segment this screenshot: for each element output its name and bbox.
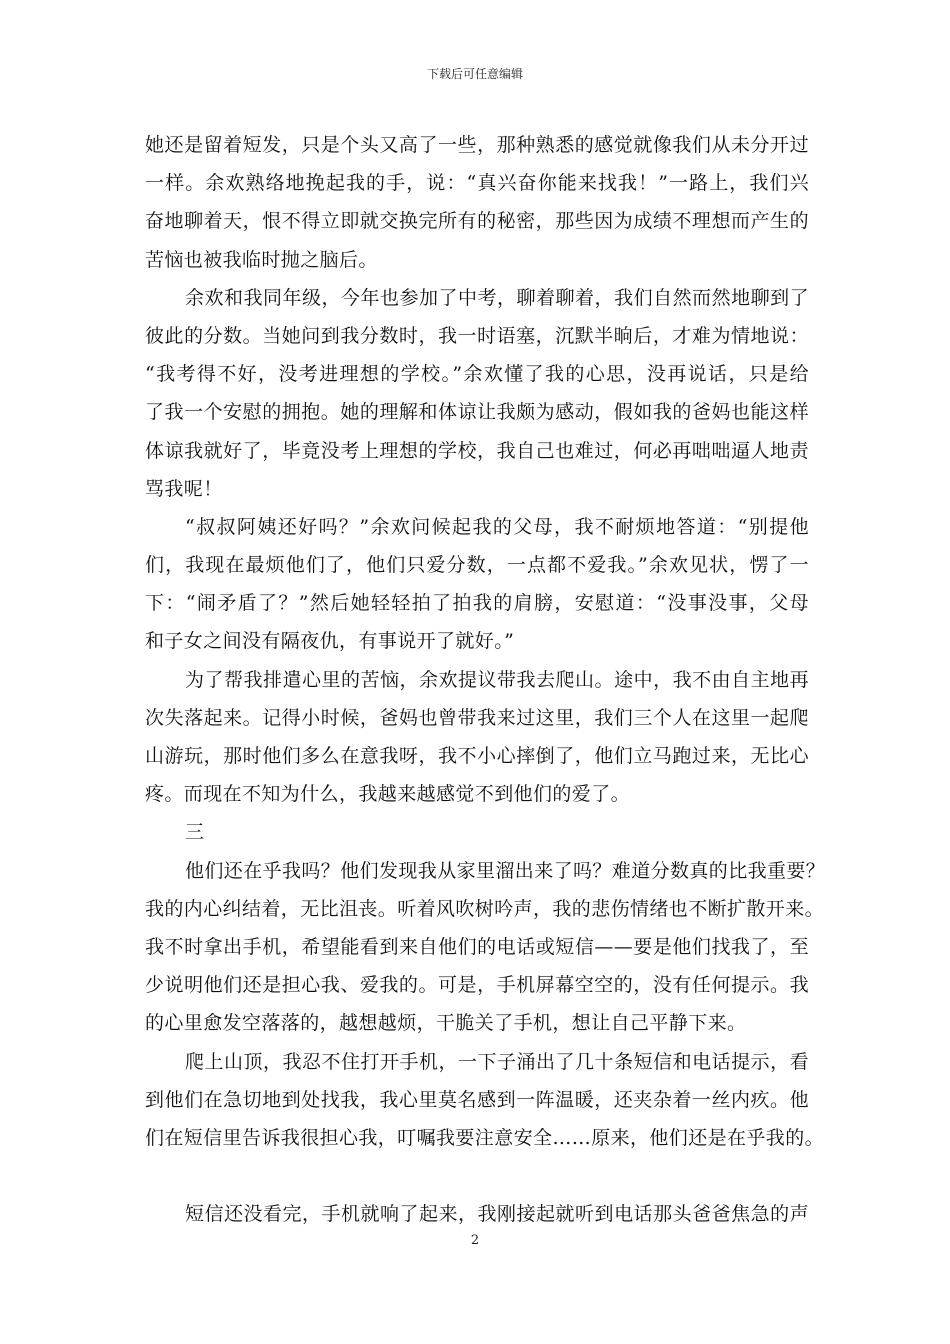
text-line: 们，我现在最烦他们了，他们只爱分数，一点都不爱我。”余欢见状，愣了一 (145, 554, 809, 577)
text-line: 下：“闹矛盾了？”然后她轻轻拍了拍我的肩膀，安慰道：“没事没事，父母 (145, 592, 809, 615)
text-line: 她还是留着短发，只是个头又高了一些，那种熟悉的感觉就像我们从未分开过 (145, 134, 809, 156)
text-line: 体谅我就好了，毕竟没考上理想的学校，我自己也难过，何必再咄咄逼人地责 (145, 439, 809, 462)
text-line: 余欢和我同年级，今年也参加了中考，聊着聊着，我们自然而然地聊到了 (185, 286, 809, 309)
text-line: 苦恼也被我临时抛之脑后。 (145, 248, 378, 271)
text-line: 骂我呢！ (145, 477, 223, 500)
text-line: 和子女之间没有隔夜仇，有事说开了就好。” (145, 630, 515, 653)
text-line: 为了帮我排遣心里的苦恼，余欢提议带我去爬山。途中，我不由自主地再 (185, 668, 809, 691)
text-line: 我的内心纠结着，无比沮丧。听着风吹树吟声，我的悲伤情绪也不断扩散开来。 (145, 897, 825, 920)
section-heading: 三 (185, 821, 205, 844)
text-line: 我不时拿出手机，希望能看到来自他们的电话或短信——要是他们找我了，至 (145, 935, 809, 958)
text-line: “叔叔阿姨还好吗？”余欢问候起我的父母，我不耐烦地答道：“别提他 (185, 515, 809, 538)
document-body (145, 126, 826, 1233)
text-line: 爬上山顶，我忍不住打开手机，一下子涌出了几十条短信和电话提示，看 (185, 1050, 809, 1073)
text-line: 了我一个安慰的拥抱。她的理解和体谅让我颇为感动，假如我的爸妈也能这样 (145, 401, 809, 424)
text-line: 的心里愈发空落落的，越想越烦，干脆关了手机，想让自己平静下来。 (145, 1012, 747, 1035)
text-line: “我考得不好，没考进理想的学校。”余欢懂了我的心思，没再说话，只是给 (145, 363, 809, 386)
text-line: 到他们在急切地到处找我，我心里莫名感到一阵温暖，还夹杂着一丝内疚。他 (145, 1088, 809, 1111)
text-line: 们在短信里告诉我很担心我，叮嘱我要注意安全……原来，他们还是在乎我的。 (145, 1126, 825, 1149)
text-line: 他们还在乎我吗？他们发现我从家里溜出来了吗？难道分数真的比我重要？ (185, 859, 826, 882)
text-line: 次失落起来。记得小时候，爸妈也曾带我来过这里，我们三个人在这里一起爬 (145, 706, 809, 729)
text-line: 山游玩，那时他们多么在意我呀，我不小心摔倒了，他们立马跑过来，无比心 (145, 745, 809, 767)
text-line: 奋地聊着天，恨不得立即就交换完所有的秘密，那些因为成绩不理想而产生的 (145, 210, 809, 233)
text-line: 疼。而现在不知为什么，我越来越感觉不到他们的爱了。 (145, 783, 631, 806)
text-line: 短信还没看完，手机就响了起来，我刚接起就听到电话那头爸爸焦急的声 (185, 1203, 809, 1226)
text-line: 少说明他们还是担心我、爱我的。可是，手机屏幕空空的，没有任何提示。我 (145, 974, 809, 997)
page-number: 2 (470, 1233, 480, 1248)
text-line: 一样。余欢熟络地挽起我的手，说：“真兴奋你能来找我！”一路上，我们兴 (145, 172, 809, 195)
page-header: 下载后可任意编辑 (426, 67, 523, 81)
paragraph-gap (145, 1157, 809, 1195)
text-line: 彼此的分数。当她问到我分数时，我一时语塞，沉默半晌后，才难为情地说： (145, 324, 809, 347)
